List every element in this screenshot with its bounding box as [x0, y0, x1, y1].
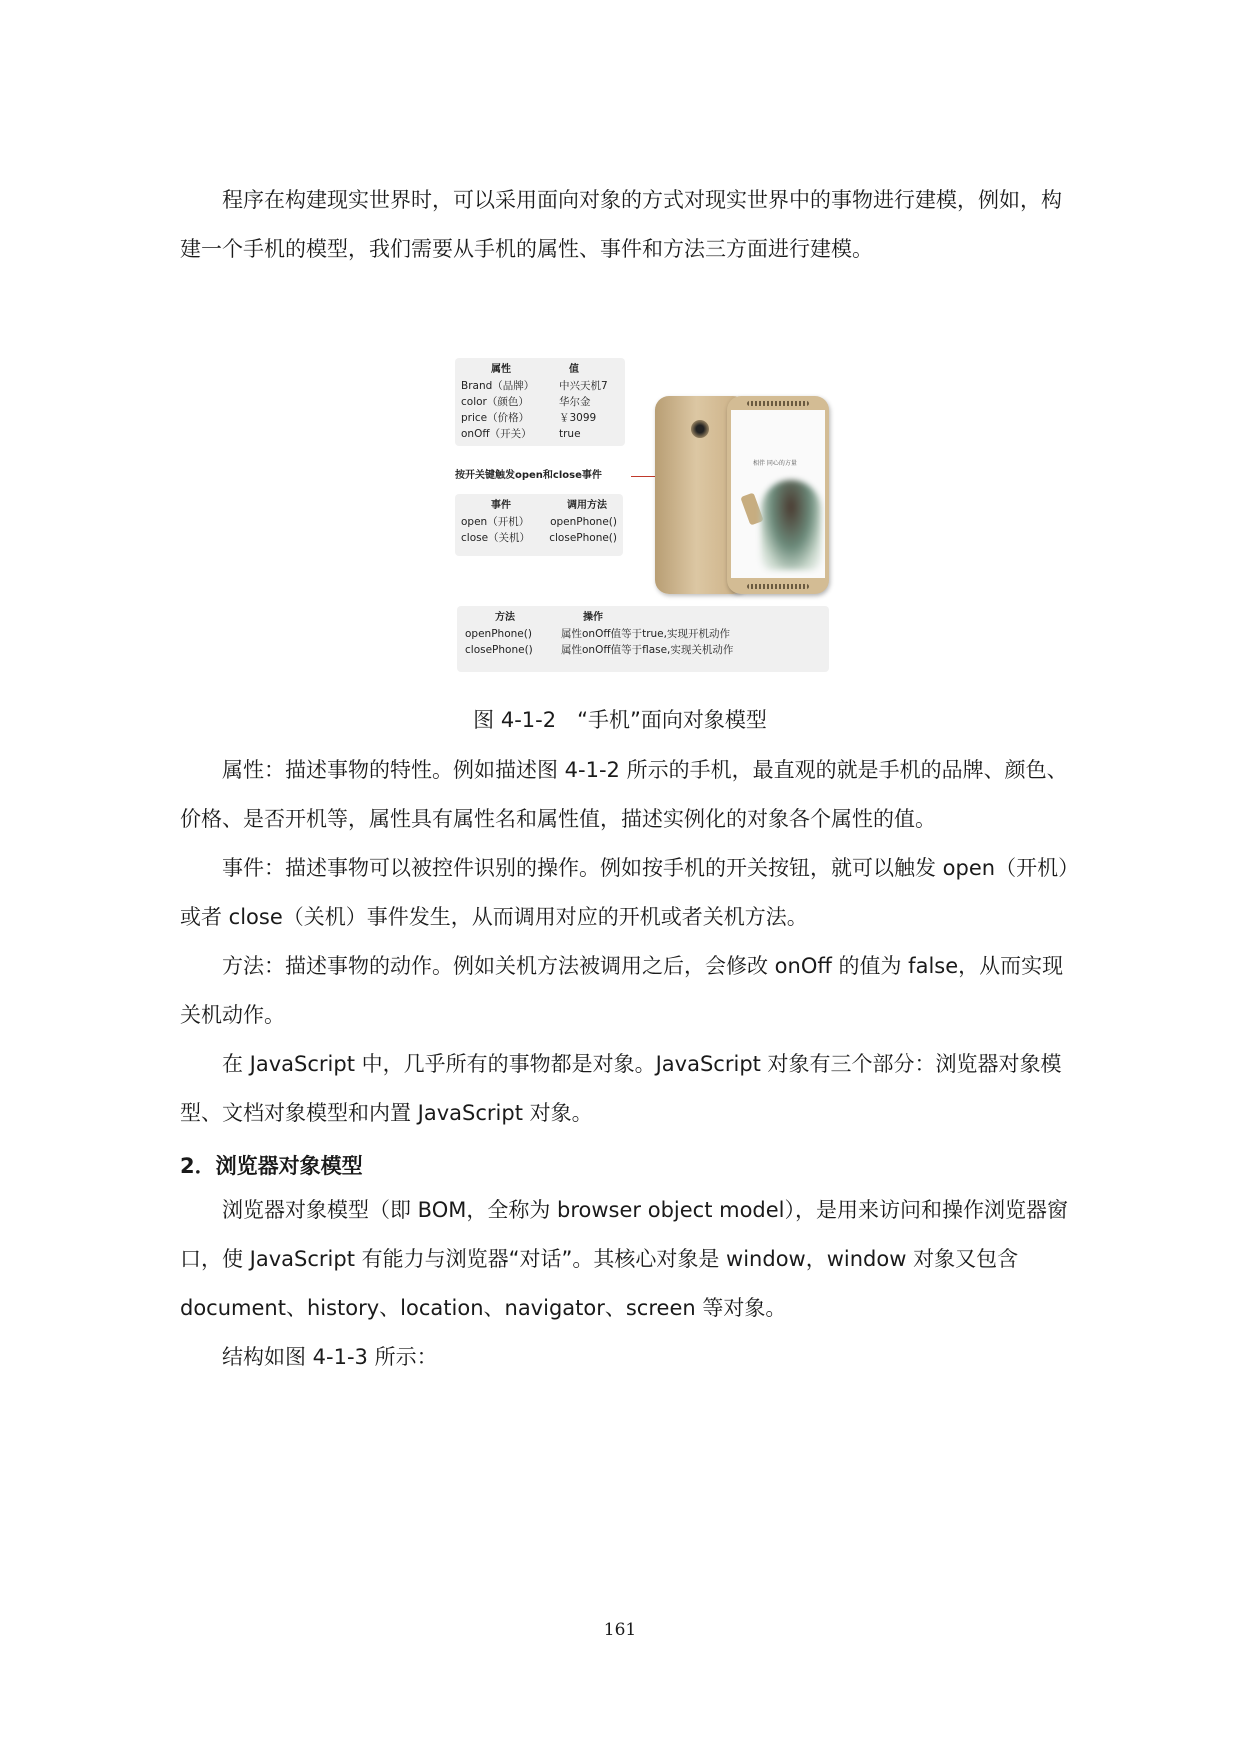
page-number: 161	[603, 1620, 637, 1640]
methods-paragraph: 方法：描述事物的动作。例如关机方法被调用之后，会修改 onOff 的值为 false，从而实现关机动作。	[180, 954, 1064, 1027]
phone-object-model-figure	[455, 358, 835, 678]
table-row: price（价格） ￥3099	[461, 412, 597, 424]
methods-header-name: 方法	[495, 612, 515, 623]
structure-paragraph: 结构如图 4-1-3 所示：	[222, 1345, 438, 1369]
camera-icon	[691, 420, 709, 438]
phone-front-image	[727, 396, 829, 594]
table-row: color（颜色） 华尔金	[461, 396, 591, 408]
table-row: Brand（品牌） 中兴天机7	[461, 380, 608, 392]
table-row: openPhone() 属性onOff值等于true,实现开机动作	[465, 628, 730, 640]
events-table	[455, 494, 623, 556]
table-row: close（关机） closePhone()	[461, 532, 617, 544]
javascript-objects-paragraph: 在 JavaScript 中，几乎所有的事物都是对象。JavaScript 对象有三个部分：浏览器对象模型、文档对象模型和内置 JavaScript 对象。	[180, 1052, 1062, 1125]
events-header-method: 调用方法	[567, 500, 607, 511]
speaker-grille	[747, 401, 809, 406]
methods-table	[457, 606, 829, 672]
screen-text: 相伴 同心的方量	[753, 460, 797, 467]
properties-paragraph: 属性：描述事物的特性。例如描述图 4-1-2 所示的手机，最直观的就是手机的品牌、颜色、价格、是否开机等，属性具有属性名和属性值，描述实例化的对象各个属性的值。	[180, 758, 1068, 831]
table-row: open（开机） openPhone()	[461, 516, 617, 528]
properties-table	[455, 358, 625, 446]
events-paragraph: 事件：描述事物可以被控件识别的操作。例如按手机的开关按钮，就可以触发 open（开机）或者 close（关机）事件发生，从而调用对应的开机或者关机方法。	[180, 856, 1069, 929]
speaker-grille	[747, 584, 809, 589]
intro-paragraph: 程序在构建现实世界时，可以采用面向对象的方式对现实世界中的事物进行建模，例如，构建一个手机的模型，我们需要从手机的属性、事件和方法三方面进行建模。	[180, 188, 1062, 261]
properties-header-value: 值	[569, 364, 579, 375]
section-heading: 2．浏览器对象模型	[180, 1154, 363, 1178]
blurred-person-image	[761, 480, 821, 570]
table-row: closePhone() 属性onOff值等于flase,实现关机动作	[465, 644, 734, 656]
trigger-label: 按开关键触发open和close事件	[455, 470, 602, 481]
events-header-name: 事件	[491, 500, 511, 511]
methods-header-operation: 操作	[583, 612, 603, 623]
bom-paragraph: 浏览器对象模型（即 BOM，全称为 browser object model），是用来访问和操作浏览器窗口，使 JavaScript 有能力与浏览器“对话”。其核心对象是 window，window 对象又包含 document、history、location、navigator、screen 等对象。	[180, 1198, 1069, 1320]
phone-screen	[731, 410, 825, 578]
properties-header-name: 属性	[491, 364, 511, 375]
figure-caption: 图 4-1-2 “手机”面向对象模型	[473, 708, 767, 732]
table-row: onOff（开关） true	[461, 428, 581, 440]
